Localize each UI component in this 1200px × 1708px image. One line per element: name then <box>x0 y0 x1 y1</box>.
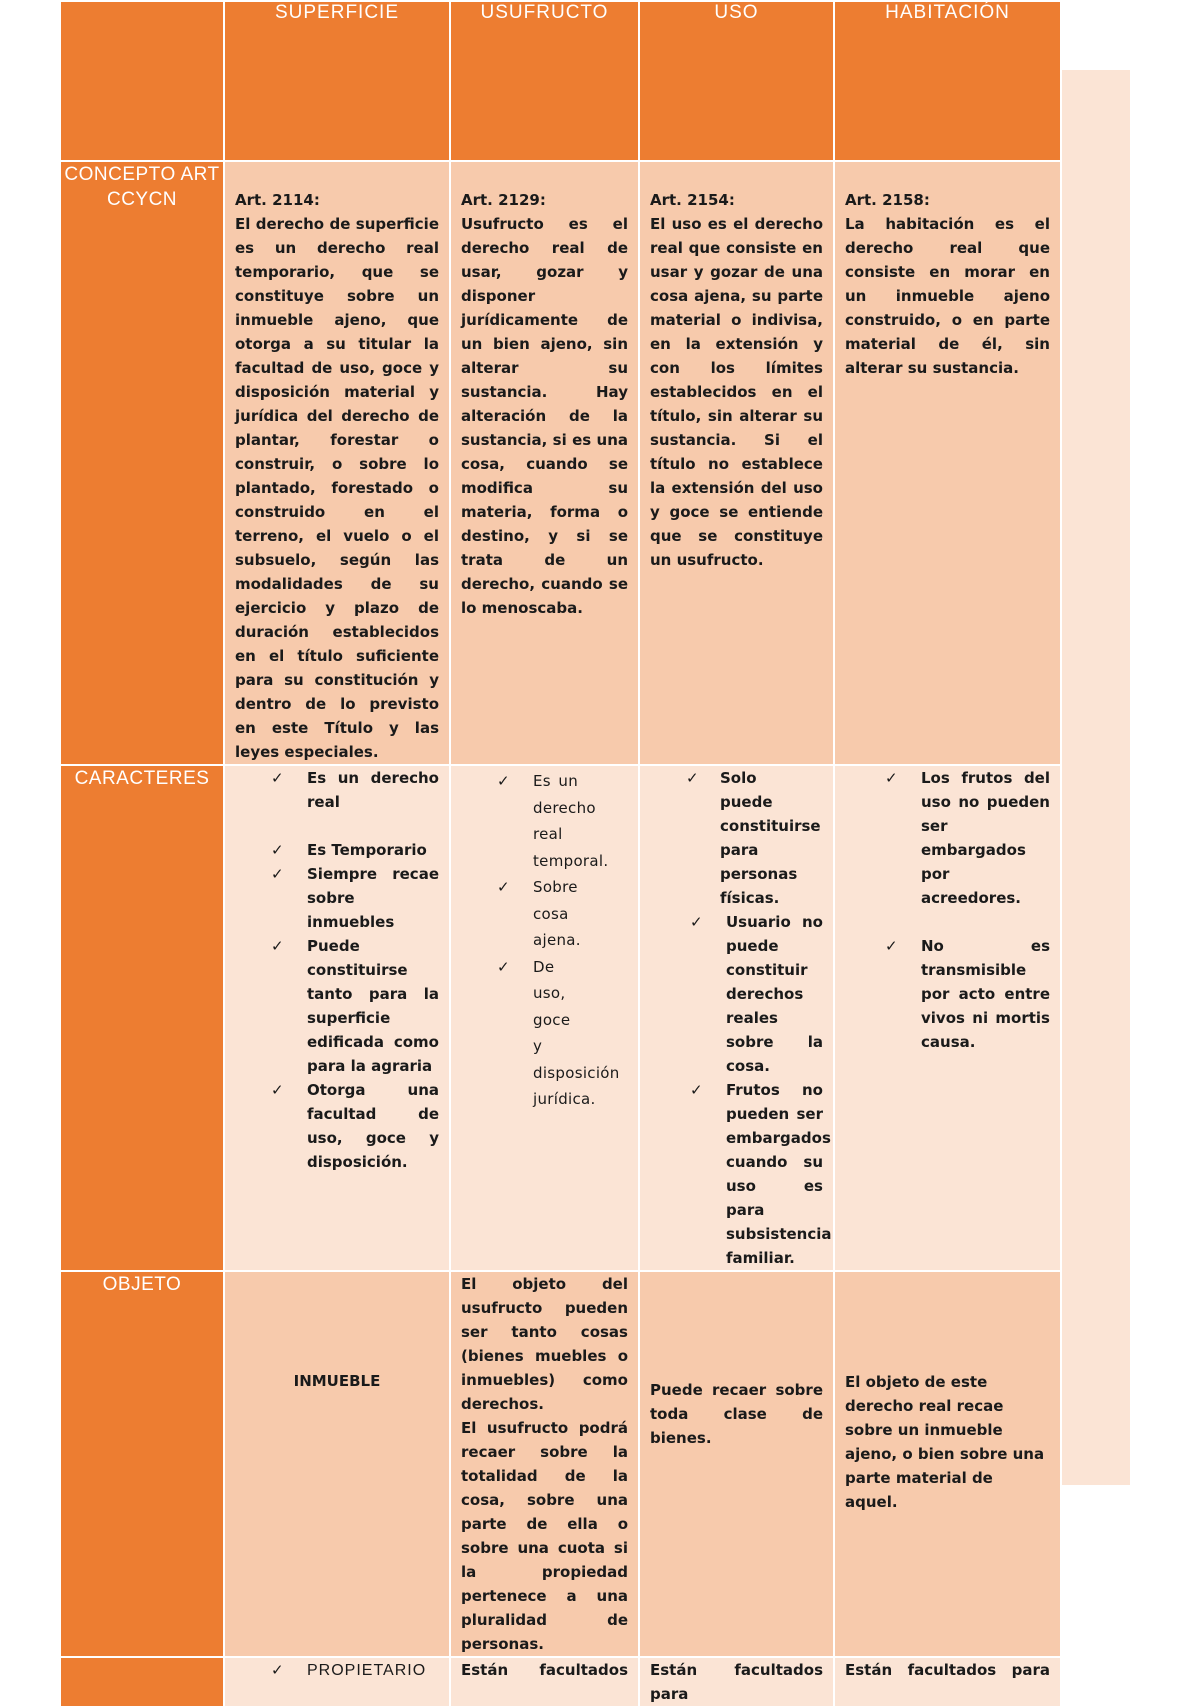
cell-concepto-habitacion <box>834 161 1061 765</box>
header-habitacion: HABITACIÓN <box>834 1 1061 161</box>
check-list <box>835 766 1060 1054</box>
check-icon: ✓ <box>271 769 284 787</box>
list-item: ✓ Solo puede constituirse para personas físicas. <box>650 766 823 910</box>
list-item: ✓ Sobre cosa ajena. <box>461 874 578 954</box>
article-number: Art. 2114: <box>235 191 320 209</box>
list-item: ✓ Puede constituirse tanto para la superficie edificada como para la agraria <box>235 934 439 1078</box>
header-row <box>60 1 1061 161</box>
list-item: ✓ Siempre recae sobre inmuebles <box>235 862 439 934</box>
list-item: ✓ Usuario no puede constituir derechos reales sobre la cosa. <box>650 910 823 1078</box>
last-habitacion-text: Están facultados para <box>845 1661 1050 1679</box>
cell-last-habitacion <box>834 1657 1061 1707</box>
cell-caracteres-usufructo <box>450 765 639 1271</box>
objeto-usufructo-p2: El usufructo podrá recaer sobre la totalidad de la cosa, sobre una parte de ella o sobre una cuota si la propiedad pertenece a una pluralidad de personas. <box>461 1419 628 1653</box>
check-list <box>225 766 449 1174</box>
row-objeto <box>60 1271 1061 1657</box>
header-usufructo: USUFRUCTO <box>450 1 639 161</box>
cell-objeto-usufructo <box>450 1271 639 1657</box>
cell-objeto-uso <box>639 1271 834 1657</box>
concept-text: El uso es el derecho real que consiste en usar y gozar de una cosa ajena, su parte material o indivisa, en la extensión y con los límites establecidos en el título, sin alterar su sustancia. Si el título no establece la extensión del uso y goce se entiende que se constituye un usufructo. <box>650 215 823 569</box>
check-icon: ✓ <box>271 937 284 955</box>
check-list <box>640 766 833 1270</box>
cell-last-uso <box>639 1657 834 1707</box>
list-item: ✓ Otorga una facultad de uso, goce y disposición. <box>235 1078 439 1174</box>
list-item <box>235 1658 439 1683</box>
check-icon: ✓ <box>686 769 699 787</box>
objeto-superficie-text: INMUEBLE <box>293 1372 381 1390</box>
cell-concepto-uso <box>639 161 834 765</box>
cell-last-superficie <box>224 1657 450 1707</box>
row-label-last <box>60 1657 224 1707</box>
check-icon: ✓ <box>497 772 510 790</box>
check-icon: ✓ <box>497 878 510 896</box>
comparison-table <box>59 0 1062 1708</box>
list-item: ✓ Es un derecho real temporal. <box>461 768 578 874</box>
check-icon: ✓ <box>271 1081 284 1099</box>
header-corner <box>60 1 224 161</box>
list-item: ✓ Frutos no pueden ser embargados cuando su uso es para subsistencia familiar. <box>650 1078 823 1270</box>
list-spacer <box>235 814 439 838</box>
cell-caracteres-uso <box>639 765 834 1271</box>
cell-caracteres-habitacion <box>834 765 1061 1271</box>
check-icon: ✓ <box>885 769 898 787</box>
row-label-caracteres <box>60 765 224 1271</box>
propietario-text: PROPIETARIO <box>307 1662 427 1679</box>
check-icon: ✓ <box>690 1081 703 1099</box>
row-label-concepto: CONCEPTO ART CCYCN <box>60 161 224 765</box>
row-concepto <box>60 161 1061 765</box>
article-number: Art. 2129: <box>461 191 546 209</box>
last-usufructo-text: Están facultados <box>461 1661 628 1679</box>
list-item: ✓ De uso, goce y disposición jurídica. <box>461 954 578 1113</box>
row-caracteres <box>60 765 1061 1271</box>
concept-text: El derecho de superficie es un derecho real temporario, que se constituye sobre un inmueble ajeno, que otorga a su titular la facultad de uso, goce y disposición material y jurídica del derecho de plantar, forestar o construir, o sobre lo plantado, forestado o construido en el terreno, el vuelo o el subsuelo, según las modalidades de su ejercicio y plazo de duración establecidos en el título suficiente para su constitución y dentro de lo previsto en este Título y las leyes especiales. <box>235 215 439 761</box>
cell-last-usufructo <box>450 1657 639 1707</box>
list-spacer <box>845 910 1050 934</box>
objeto-usufructo-p1: El objeto del usufructo pueden ser tanto cosas (bienes muebles o inmuebles) como derechos. <box>461 1275 628 1413</box>
objeto-uso-text: Puede recaer sobre toda clase de bienes. <box>650 1381 823 1447</box>
check-icon: ✓ <box>271 1661 284 1679</box>
row-label-caracteres-text: CARACTERES <box>74 768 210 789</box>
concept-text: La habitación es el derecho real que consiste en morar en un inmueble ajeno construido, o en parte material de él, sin alterar su sustancia. <box>845 215 1050 377</box>
check-icon: ✓ <box>690 913 703 931</box>
row-label-objeto: OBJETO <box>60 1271 224 1657</box>
header-uso: USO <box>639 1 834 161</box>
check-icon: ✓ <box>885 937 898 955</box>
concept-text: Usufructo es el derecho real de usar, gozar y disponer jurídicamente de un bien ajeno, sin alterar su sustancia. Hay alteración de la sustancia, si es una cosa, cuando se modifica su materia, forma o destino, y si se trata de un derecho, cuando se lo menoscaba. <box>461 215 628 617</box>
objeto-habitacion-text: El objeto de este derecho real recae sobre un inmueble ajeno, o bien sobre una parte material de aquel. <box>845 1373 1045 1511</box>
cell-objeto-superficie <box>224 1271 450 1657</box>
page-side-band <box>1060 70 1130 1485</box>
check-icon: ✓ <box>497 957 510 976</box>
header-superficie: SUPERFICIE <box>224 1 450 161</box>
list-item: ✓ No es transmisible por acto entre vivos ni mortis causa. <box>845 934 1050 1054</box>
article-number: Art. 2158: <box>845 191 930 209</box>
row-last <box>60 1657 1061 1707</box>
check-icon: ✓ <box>271 865 284 883</box>
cell-concepto-superficie <box>224 161 450 765</box>
cell-concepto-usufructo <box>450 161 639 765</box>
cell-objeto-habitacion <box>834 1271 1061 1657</box>
list-item: ✓ Es un derecho real <box>235 766 439 814</box>
check-icon: ✓ <box>271 841 284 859</box>
last-uso-text: Están facultados para <box>650 1661 823 1703</box>
check-list <box>451 766 638 1113</box>
check-list <box>225 1658 449 1683</box>
list-item: ✓ Es Temporario <box>235 838 439 862</box>
article-number: Art. 2154: <box>650 191 735 209</box>
list-item: ✓ Los frutos del uso no pueden ser embargados por acreedores. <box>845 766 1050 910</box>
cell-caracteres-superficie <box>224 765 450 1271</box>
